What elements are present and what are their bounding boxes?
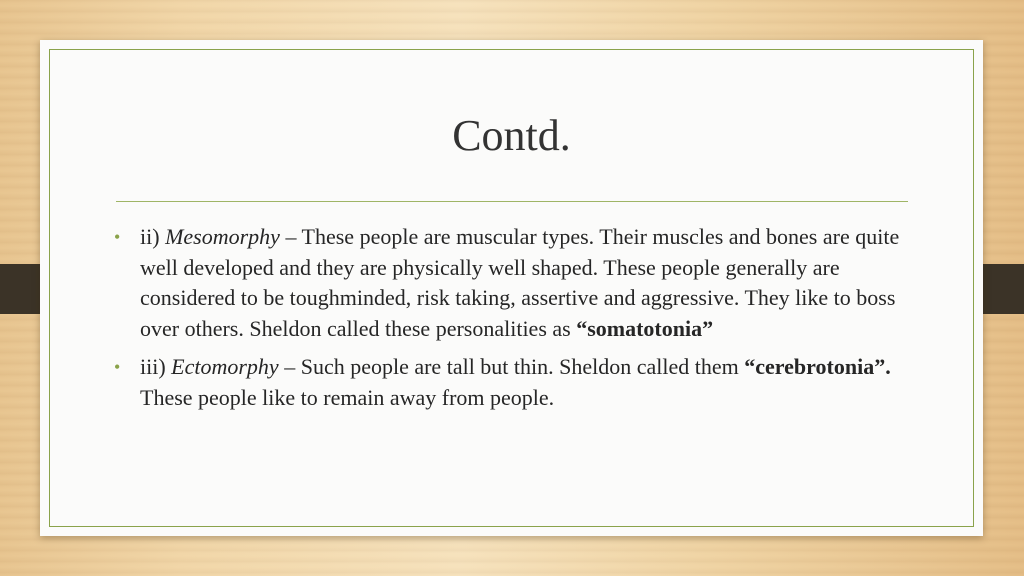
- title-divider: [116, 201, 908, 202]
- bullet-body: – Such people are tall but thin. Sheldon called them: [278, 354, 745, 379]
- bullet-prefix: ii): [140, 224, 166, 249]
- bullet-list: [114, 222, 920, 421]
- bullet-dot-icon: •: [114, 357, 121, 377]
- bullet-term: Mesomorphy: [165, 224, 280, 249]
- bullet-prefix: iii): [140, 354, 172, 379]
- bullet-item-ectomorphy: [114, 352, 920, 413]
- slide-title: Contd.: [452, 111, 571, 160]
- bullet-emphasis: “somatotonia”: [576, 315, 714, 341]
- bullet-term: Ectomorphy: [171, 354, 279, 379]
- bullet-dot-icon: •: [114, 227, 121, 247]
- bullet-emphasis: “cerebrotonia”.: [744, 354, 891, 379]
- slide-card: [40, 40, 983, 536]
- bullet-item-mesomorphy: [114, 222, 920, 344]
- bullet-body: – These people are muscular types. Their muscles and bones are quite well developed and they are physically well shaped. These people generally are considered to be toughminded, risk taking, assertive and aggressive. They like to boss over others. Sheldon called these personalities as: [140, 224, 900, 341]
- bullet-suffix: These people like to remain away from people.: [140, 384, 555, 410]
